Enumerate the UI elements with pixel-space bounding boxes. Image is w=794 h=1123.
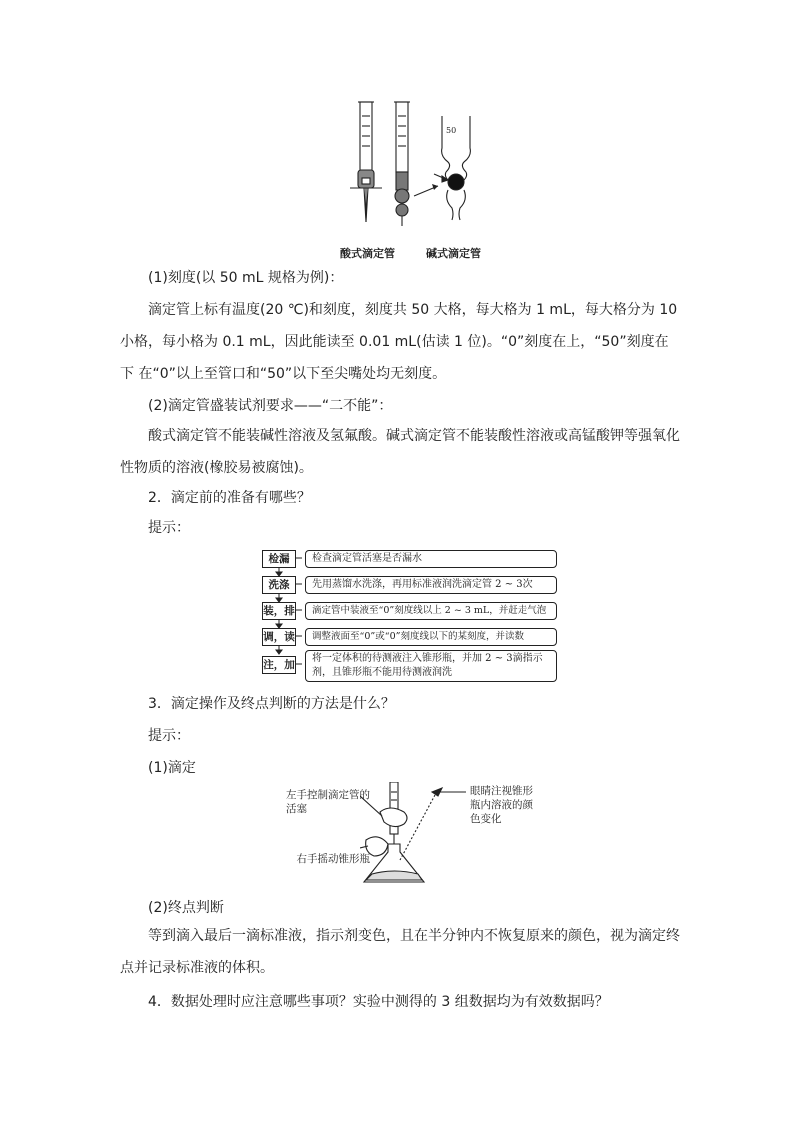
flow-step-text-4: 调整液面至“0”或“0”刻度线以下的某刻度，并读数	[305, 628, 557, 646]
flow-step-text-5: 将一定体积的待测液注入锥形瓶，并加 2 ~ 3滴指示剂，且锥形瓶不能用待测液润洗	[305, 650, 557, 682]
titration-title: (1)滴定	[148, 760, 196, 776]
section2-title: (2)滴定管盛装试剂要求——“二不能”：	[148, 398, 393, 414]
flow-step-label-5: 注，加	[262, 656, 296, 674]
flow-step-label-1: 检漏	[262, 550, 296, 568]
scale-50-label: 50	[446, 126, 457, 135]
acid-burette-caption: 酸式滴定管	[340, 247, 395, 260]
flow-step-label-4: 调，读	[262, 628, 296, 646]
flow-step-text-3: 滴定管中装液至“0”刻度线以上 2 ~ 3 mL，并赶走气泡	[305, 602, 557, 620]
hint-2: 提示：	[148, 520, 190, 536]
burette-figure	[340, 96, 500, 246]
acid-burette-icon	[350, 102, 382, 222]
question-2: 2．滴定前的准备有哪些？	[148, 490, 311, 506]
flow-step-label-2: 洗涤	[262, 576, 296, 594]
question-3: 3．滴定操作及终点判断的方法是什么？	[148, 696, 395, 712]
endpoint-title: (2)终点判断	[148, 900, 224, 916]
section2-body: 酸式滴定管不能装碱性溶液及氢氟酸。碱式滴定管不能装酸性溶液或高锰酸钾等强氧化性物质的溶液(橡胶易被腐蚀)。	[120, 428, 680, 476]
eye-label: 眼睛注视锥形瓶内溶液的颜色变化	[470, 785, 533, 825]
question-4: 4．数据处理时应注意哪些事项？实验中测得的 3 组数据均为有效数据吗？	[148, 994, 609, 1010]
titration-figure	[360, 782, 470, 888]
section1-body: 滴定管上标有温度(20 ℃)和刻度，刻度共 50 大格，每大格为 1 mL，每大格分为 10 小格，每小格为 0.1 mL，因此能读至 0.01 mL(估读 1 位)。“0”刻度在上，“50”刻度在下 在“0”以上至管口和“50”以下至尖嘴处均无刻度。	[120, 302, 678, 382]
right-hand-label: 右手摇动锥形瓶	[296, 853, 370, 865]
flow-step-text-2: 先用蒸馏水洗涤，再用标准液润洗滴定管 2 ~ 3次	[305, 576, 557, 594]
endpoint-body: 等到滴入最后一滴标准液，指示剂变色，且在半分钟内不恢复原来的颜色，视为滴定终点并记录标准液的体积。	[120, 928, 680, 976]
hint-3: 提示：	[148, 728, 190, 744]
base-burette-caption: 碱式滴定管	[426, 247, 481, 260]
base-burette-icon	[394, 102, 410, 226]
flow-step-text-1: 检查滴定管活塞是否漏水	[305, 550, 557, 568]
left-hand-label: 左手控制滴定管的活塞	[286, 789, 370, 815]
flow-step-label-3: 装，排	[262, 602, 296, 620]
section1-title: (1)刻度(以 50 mL 规格为例)：	[148, 270, 344, 286]
